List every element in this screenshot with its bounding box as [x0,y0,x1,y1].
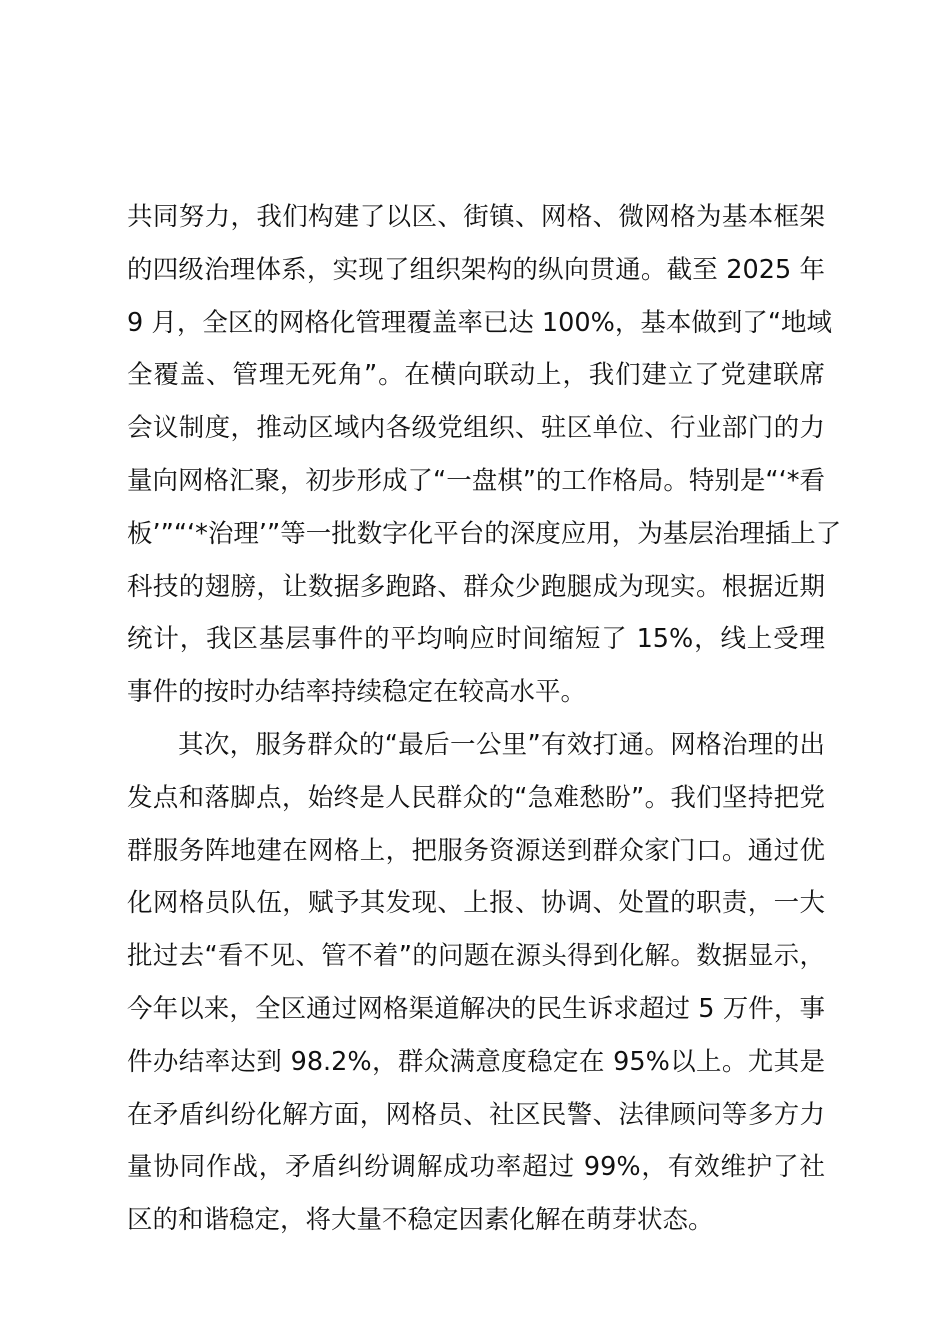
text-line: 今年以来，全区通过网格渠道解决的民生诉求超过 5 万件，事 [127,993,825,1024]
paragraph-1 [127,191,842,719]
text-line: 统计，我区基层事件的平均响应时间缩短了 15%，线上受理 [127,624,825,655]
text-line: 发点和落脚点，始终是人民群众的“急难愁盼”。我们坚持把党 [127,782,825,813]
text-line: 板’”“‘*治理’”等一批数字化平台的深度应用，为基层治理插上了 [127,518,842,549]
text-line: 区的和谐稳定，将大量不稳定因素化解在萌芽状态。 [127,1205,714,1236]
text-line: 在矛盾纠纷化解方面，网格员、社区民警、法律顾问等多方力 [127,1099,825,1130]
text-line: 其次，服务群众的“最后一公里”有效打通。网格治理的出 [178,729,825,760]
text-line: 批过去“看不见、管不着”的问题在源头得到化解。数据显示， [127,941,825,972]
text-line: 科技的翅膀，让数据多跑路、群众少跑腿成为现实。根据近期 [127,571,825,602]
body-text [127,191,842,1247]
text-line: 量协同作战，矛盾纠纷调解成功率超过 99%，有效维护了社 [127,1152,825,1183]
text-line: 化网格员队伍，赋予其发现、上报、协调、处置的职责，一大 [127,888,825,919]
text-line: 群服务阵地建在网格上，把服务资源送到群众家门口。通过优 [127,835,825,866]
text-line: 全覆盖、管理无死角”。在横向联动上，我们建立了党建联席 [127,360,825,391]
text-line: 会议制度，推动区域内各级党组织、驻区单位、行业部门的力 [127,413,825,444]
text-line: 件办结率达到 98.2%，群众满意度稳定在 95%以上。尤其是 [127,1046,825,1077]
paragraph-2 [127,719,825,1247]
text-line: 事件的按时办结率持续稳定在较高水平。 [127,677,587,708]
text-line: 量向网格汇聚，初步形成了“一盘棋”的工作格局。特别是“‘*看 [127,465,825,496]
text-line: 9 月，全区的网格化管理覆盖率已达 100%，基本做到了“地域 [127,307,833,338]
text-line: 共同努力，我们构建了以区、街镇、网格、微网格为基本框架 [127,202,825,232]
text-line: 的四级治理体系，实现了组织架构的纵向贯通。截至 2025 年 [127,254,825,285]
